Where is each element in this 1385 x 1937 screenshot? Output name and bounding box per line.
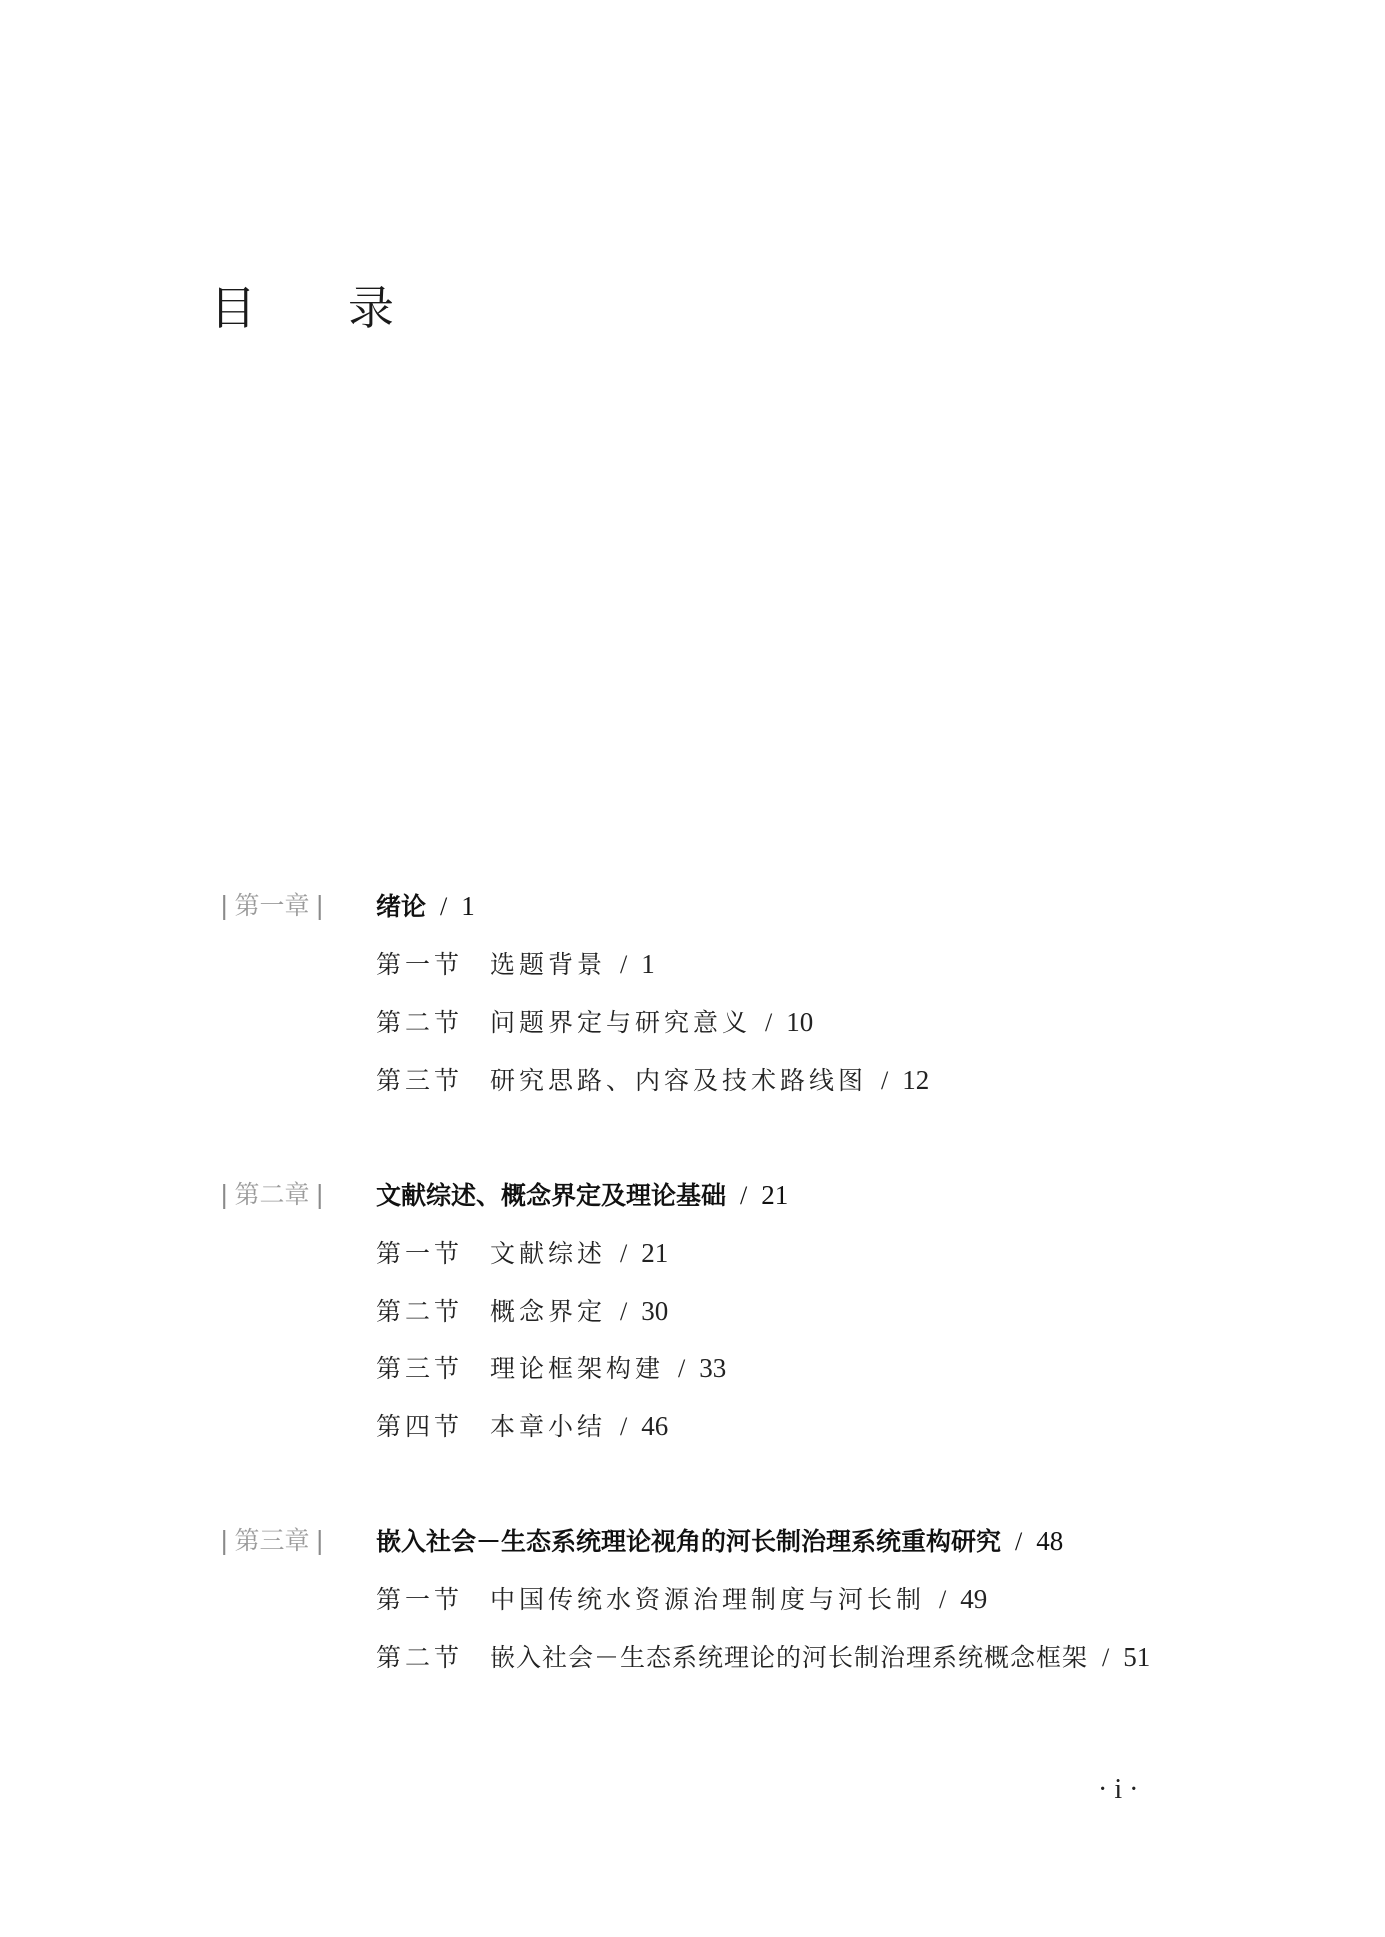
section-entry[interactable]: 第二节 嵌入社会－生态系统理论的河长制治理系统概念框架 / 51 xyxy=(376,1642,1151,1672)
section-entry[interactable]: 第一节 中国传统水资源治理制度与河长制 / 49 xyxy=(376,1584,988,1614)
section-entry[interactable]: 第一节 文献综述 / 21 xyxy=(376,1238,669,1268)
chapter-label: | 第三章 | xyxy=(220,1526,324,1555)
page-number: 46 xyxy=(641,1411,669,1441)
section-entry[interactable]: 第三节 理论框架构建 / 33 xyxy=(376,1353,727,1383)
page-number: 21 xyxy=(641,1238,669,1268)
page-number: 48 xyxy=(1036,1526,1064,1556)
page-number: 30 xyxy=(641,1296,669,1326)
page-number: 12 xyxy=(902,1065,930,1095)
page-number: 33 xyxy=(699,1353,727,1383)
section-entry[interactable]: 第四节 本章小结 / 46 xyxy=(376,1411,669,1441)
page-title-right: 录 xyxy=(348,281,394,335)
section-entry[interactable]: 第二节 概念界定 / 30 xyxy=(376,1296,669,1326)
page-number: 49 xyxy=(960,1584,988,1614)
chapter-title[interactable]: 绪论 / 1 xyxy=(376,891,475,921)
section-entry[interactable]: 第一节 选题背景 / 1 xyxy=(376,949,655,979)
section-entry[interactable]: 第三节 研究思路、内容及技术路线图 / 12 xyxy=(376,1065,930,1095)
chapter-label: | 第二章 | xyxy=(220,1180,324,1209)
chapter-title[interactable]: 文献综述、概念界定及理论基础 / 21 xyxy=(376,1180,789,1210)
section-entry[interactable]: 第二节 问题界定与研究意义 / 10 xyxy=(376,1007,814,1037)
chapter-title[interactable]: 嵌入社会－生态系统理论视角的河长制治理系统重构研究 / 48 xyxy=(376,1526,1064,1556)
page-number: 51 xyxy=(1123,1642,1151,1672)
page-folio: · i · xyxy=(1098,1774,1139,1805)
page-number: 1 xyxy=(461,891,475,921)
page-title-left: 目 xyxy=(210,281,256,335)
page-number: 21 xyxy=(761,1180,789,1210)
page-number: 1 xyxy=(641,949,655,979)
page-title xyxy=(210,278,394,338)
chapter-label: | 第一章 | xyxy=(220,891,324,920)
page-number: 10 xyxy=(786,1007,814,1037)
